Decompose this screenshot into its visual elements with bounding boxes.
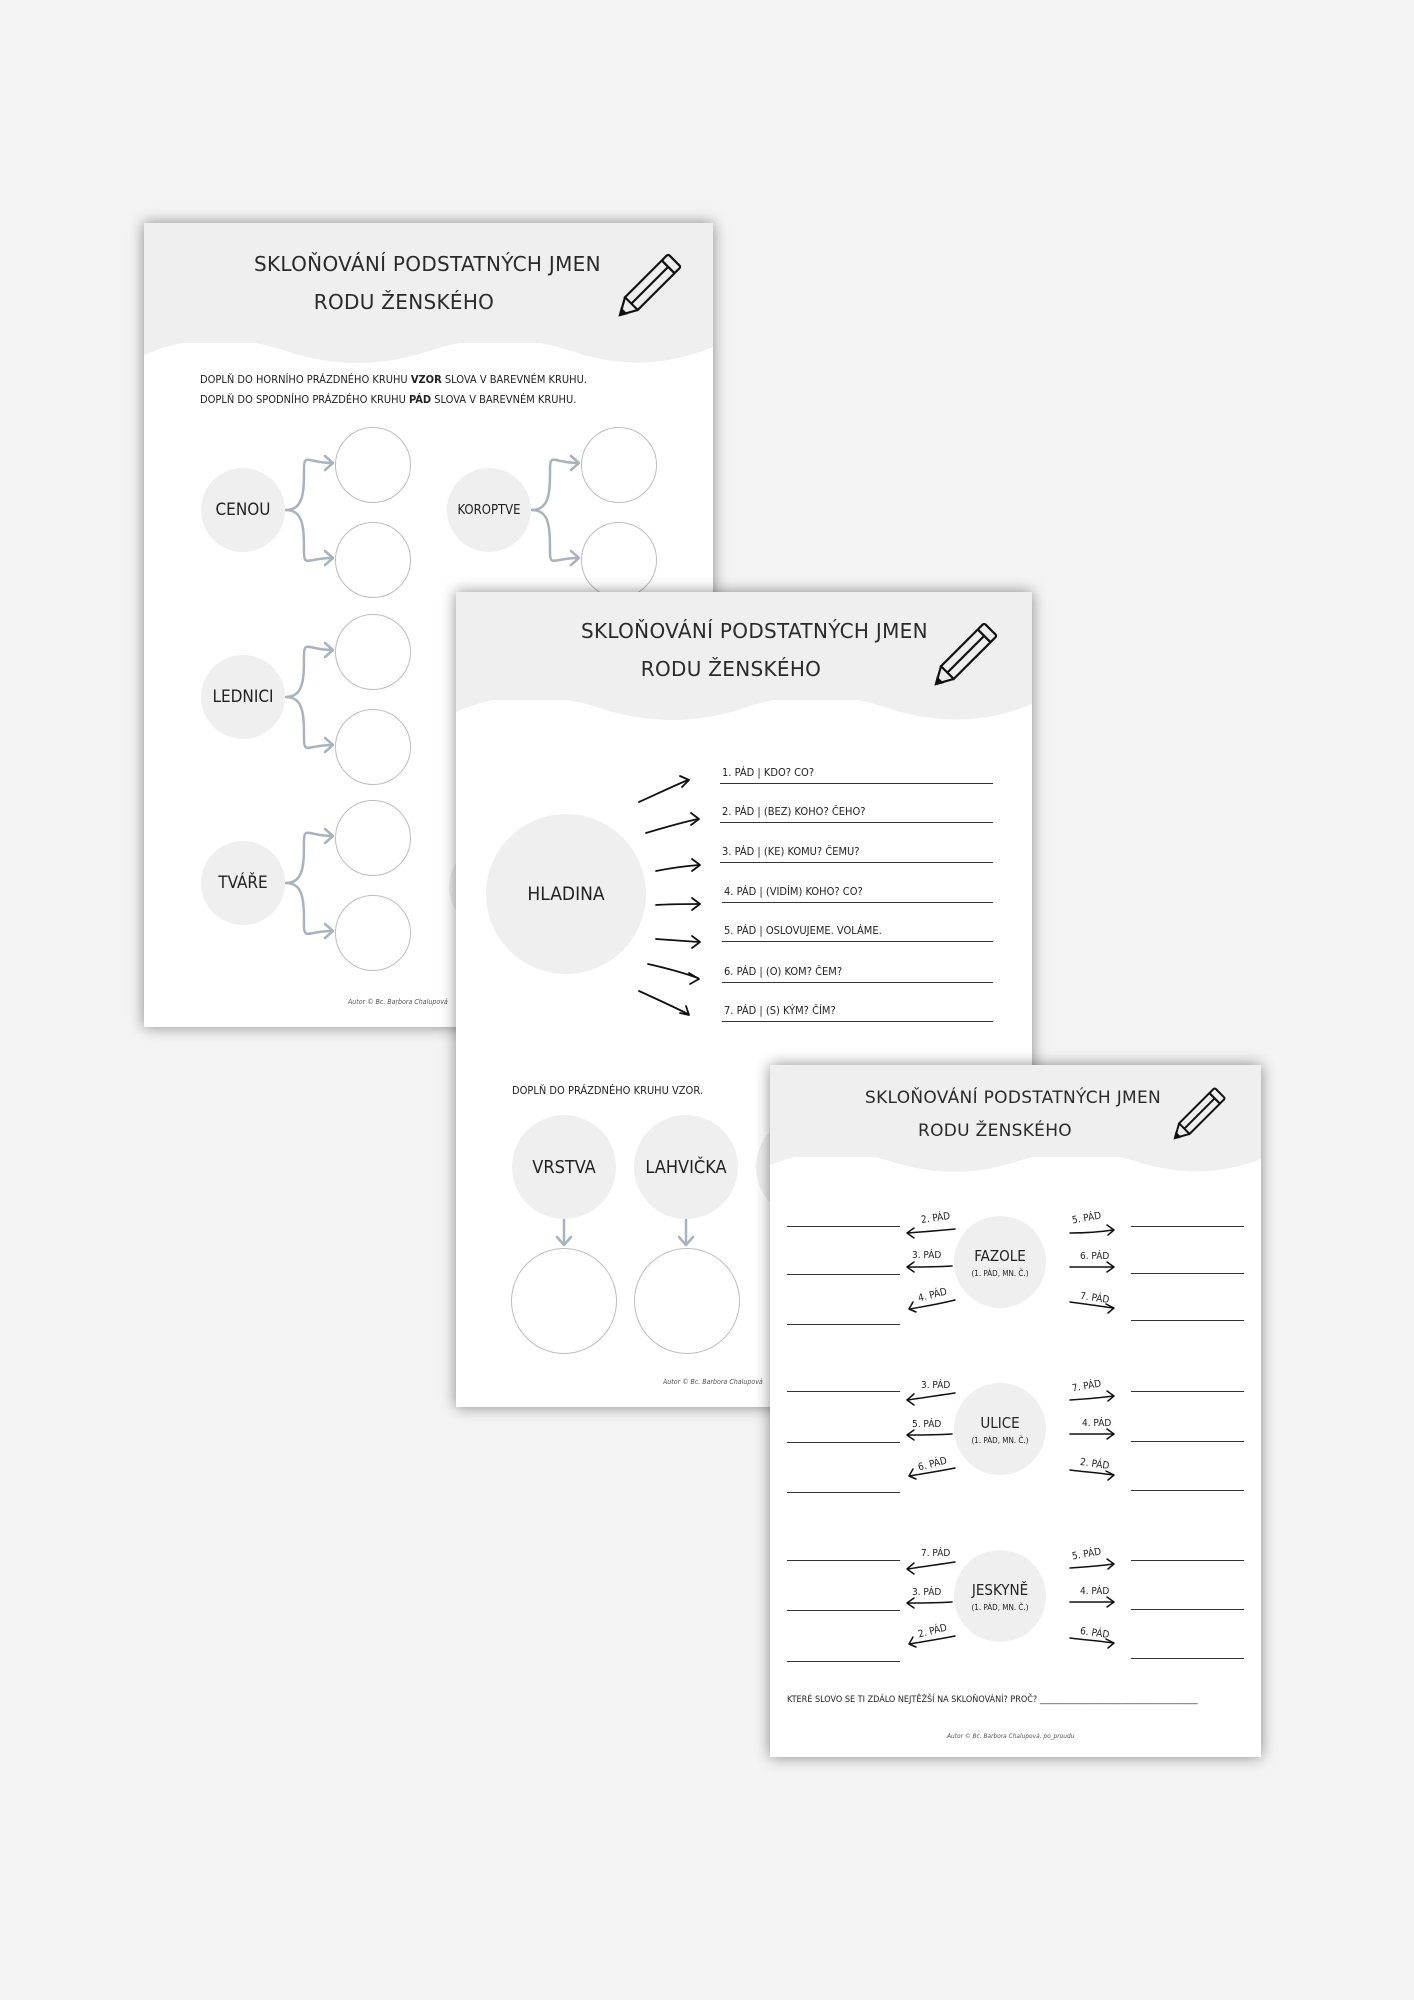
word-sub: (1. PÁD, MN. Č.) <box>971 1435 1029 1445</box>
case-label: 6. PÁD <box>917 1455 949 1474</box>
word-ulice: ULICE <box>980 1413 1020 1432</box>
word-jeskyne: JESKYNĚ <box>971 1580 1029 1599</box>
case-label-6: 6. PÁD | (O) KOM? ČEM? <box>724 965 843 978</box>
case-label: 2. PÁD <box>920 1211 951 1226</box>
case-label-3: 3. PÁD | (KE) KOMU? ČEMU? <box>722 845 860 858</box>
instruction-1-bold: VZOR <box>410 373 442 386</box>
answer-circle-vzor[interactable] <box>581 427 657 503</box>
word-lahvicka: LAHVIČKA <box>645 1156 727 1178</box>
word-cenou: CENOU <box>215 500 271 520</box>
title-line-1: SKLOŇOVÁNÍ PODSTATNÝCH JMEN <box>865 1088 1162 1108</box>
case-label: 4. PÁD <box>917 1286 949 1305</box>
answer-line[interactable] <box>787 1610 900 1611</box>
answer-line[interactable] <box>1131 1226 1244 1227</box>
answer-line[interactable] <box>1131 1609 1244 1610</box>
case-label: 2. PÁD <box>917 1622 949 1641</box>
word-vrstva: VRSTVA <box>532 1156 596 1178</box>
case-label: 5. PÁD <box>912 1419 942 1430</box>
instruction-1-text: DOPLŇ DO HORNÍHO PRÁZDNÉHO KRUHU <box>200 373 411 386</box>
title-line-2: RODU ŽENSKÉHO <box>313 290 495 314</box>
reflection-question: KTERÉ SLOVO SE TI ZDÁLO NEJTĚŽŠÍ NA SKLOŇOVÁNÍ? PROČ? _______________________________________ <box>787 1695 1198 1705</box>
case-label: 4. PÁD <box>1082 1418 1112 1429</box>
instruction-2-text: DOPLŇ DO SPODNÍHO PRÁZDÉHO KRUHU <box>200 393 409 406</box>
answer-circle-vzor[interactable] <box>335 427 411 503</box>
answer-line[interactable] <box>787 1560 900 1561</box>
case-label: 6. PÁD <box>1079 1626 1110 1641</box>
word-circle-koroptve <box>447 468 531 552</box>
answer-circle-vzor[interactable] <box>511 1248 617 1354</box>
answer-line[interactable] <box>1131 1560 1244 1561</box>
answer-line[interactable] <box>787 1661 900 1662</box>
answer-line[interactable] <box>787 1442 900 1443</box>
answer-circle-pad[interactable] <box>581 522 657 598</box>
answer-line[interactable] <box>1131 1320 1244 1321</box>
answer-line[interactable] <box>787 1274 900 1275</box>
case-label: 3. PÁD <box>912 1587 942 1598</box>
title-line-1: SKLOŇOVÁNÍ PODSTATNÝCH JMEN <box>581 619 928 643</box>
case-label: 5. PÁD <box>1071 1546 1103 1563</box>
case-label-5: 5. PÁD | OSLOVUJEME. VOLÁME. <box>724 924 882 937</box>
worksheet-page-3 <box>770 1065 1261 1757</box>
case-label-7: 7. PÁD | (S) KÝM? ČÍM? <box>724 1004 836 1017</box>
word-lednici: LEDNICI <box>212 687 274 707</box>
answer-line[interactable] <box>1131 1441 1244 1442</box>
instruction-2-text-end: SLOVA V BAREVNÉM KRUHU. <box>431 393 577 406</box>
case-label: 7. PÁD <box>1071 1378 1103 1395</box>
word-sub: (1. PÁD, MN. Č.) <box>971 1602 1029 1612</box>
case-label: 5. PÁD <box>1071 1210 1103 1227</box>
word-tvare: TVÁŘE <box>218 873 268 893</box>
author-credit: Autor © Bc. Barbora Chalupová, po_proudu <box>947 1732 1075 1740</box>
answer-circle-pad[interactable] <box>335 709 411 785</box>
case-label: 6. PÁD <box>1080 1251 1110 1262</box>
case-label: 7. PÁD <box>921 1548 951 1559</box>
answer-line[interactable] <box>787 1492 900 1493</box>
case-label-1: 1. PÁD | KDO? CO? <box>722 766 815 779</box>
instruction-1-text-end: SLOVA V BAREVNÉM KRUHU. <box>441 373 587 386</box>
word-sub: (1. PÁD, MN. Č.) <box>971 1268 1029 1278</box>
word-circle-cenou <box>201 468 285 552</box>
answer-circle-vzor[interactable] <box>335 800 411 876</box>
instruction-2-bold: PÁD <box>408 393 432 406</box>
author-credit: Autor © Bc. Barbora Chalupová <box>663 1378 763 1386</box>
answer-line[interactable] <box>787 1324 900 1325</box>
case-arrows <box>770 1065 1261 1757</box>
answer-circle-pad[interactable] <box>335 522 411 598</box>
answer-line[interactable] <box>1131 1391 1244 1392</box>
answer-line[interactable] <box>1131 1273 1244 1274</box>
case-label: 7. PÁD <box>1079 1291 1110 1306</box>
answer-line[interactable] <box>1131 1658 1244 1659</box>
case-label-4: 4. PÁD | (VIDÍM) KOHO? CO? <box>724 885 863 898</box>
answer-line[interactable] <box>1131 1490 1244 1491</box>
answer-line[interactable] <box>787 1226 900 1227</box>
author-credit: Autor © Bc. Barbora Chalupová <box>348 998 448 1006</box>
answer-circle-vzor[interactable] <box>335 614 411 690</box>
title-line-2: RODU ŽENSKÉHO <box>918 1121 1072 1141</box>
answer-line[interactable] <box>787 1391 900 1392</box>
title-line-1: SKLOŇOVÁNÍ PODSTATNÝCH JMEN <box>254 252 601 276</box>
word-circle-tvare <box>201 841 285 925</box>
word-hladina: HLADINA <box>527 883 605 905</box>
instruction: DOPLŇ DO PRÁZDNÉHO KRUHU VZOR. <box>512 1084 703 1097</box>
title-line-2: RODU ŽENSKÉHO <box>640 657 822 681</box>
case-label: 4. PÁD <box>1080 1586 1110 1597</box>
word-circle-lednici <box>201 655 285 739</box>
answer-circle-vzor[interactable] <box>634 1248 740 1354</box>
case-label: 3. PÁD <box>912 1250 942 1261</box>
answer-circle-pad[interactable] <box>335 895 411 971</box>
case-label: 3. PÁD <box>921 1380 951 1391</box>
case-label: 2. PÁD <box>1079 1457 1110 1472</box>
word-fazole: FAZOLE <box>974 1246 1026 1265</box>
word-koroptve: KOROPTVE <box>457 502 521 518</box>
case-label-2: 2. PÁD | (BEZ) KOHO? ČEHO? <box>722 805 866 818</box>
